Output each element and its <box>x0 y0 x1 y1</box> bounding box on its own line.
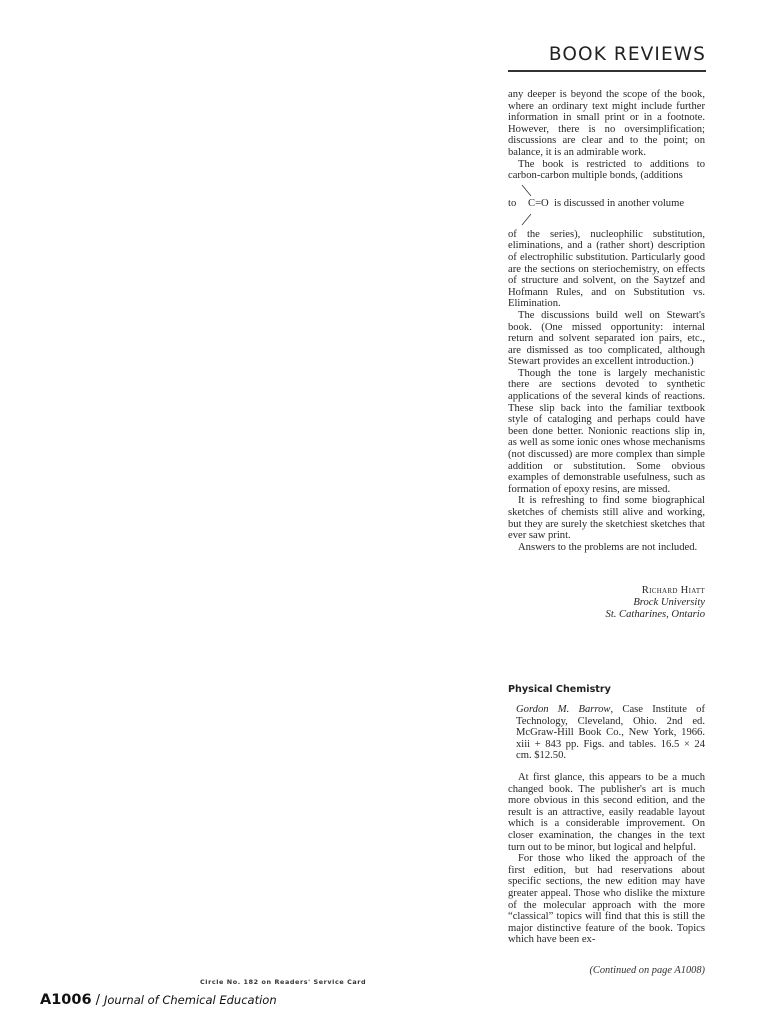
review-2-paragraph: For those who liked the approach of the first edition, but had reservations about specific sections, the new edition may have greater appeal. Those who dislike the mixture of the molecular approach with the more “classical” topics will find that this is still the major distinctive feature of the book. Topics which have been ex- <box>508 853 705 946</box>
review-1-paragraph: It is refreshing to find some biographical sketches of chemists still alive and working, but they are surely the sketchiest sketches that ever saw print. <box>508 495 705 542</box>
review-2-text <box>508 772 705 946</box>
review-1-paragraph: Though the tone is largely mechanistic there are sections devoted to synthetic applications of the several kinds of reactions. These slip back into the familiar textbook style of cataloging and perhaps could have been done better. Nonionic reactions slip in, as well as some ionic ones whose mechanisms (not discussed) are more complex than simple addition or substitution. Some obvious examples of demonstrable usefulness, such as formation of epoxy resins, are missed. <box>508 367 705 495</box>
carbonyl-formula-line <box>508 184 705 226</box>
footer-separator: / <box>95 993 100 1008</box>
continued-note: (Continued on page A1008) <box>589 965 705 976</box>
review-1-text <box>508 89 705 553</box>
book-author: Gordon M. Barrow <box>516 704 611 715</box>
journal-name: Journal of Chemical Education <box>103 993 277 1007</box>
page-number: A1006 <box>40 992 92 1008</box>
readers-service-note: Circle No. 182 on Readers' Service Card <box>200 978 367 986</box>
reviewer-name: Richard Hiatt <box>641 585 705 596</box>
review-1-paragraph: The discussions build well on Stewart's book. (One missed opportunity: internal return and solvent separated ion pairs, etc., are dismissed as too complicated, although Stewart provides an excellent introduction.) <box>508 309 705 368</box>
carbonyl-formula: C=O <box>528 197 549 209</box>
review-1-paragraph: Answers to the problems are not included. <box>518 541 698 553</box>
review-1-paragraph: of the series), nucleophilic substitution, eliminations, and a (rather short) description of electrophilic substitution. Particularly good are the sections on steriochemistry, on effects of structure and solvent, on the Saytzef and Hofmann Rules, and on Substitution vs. Elimination. <box>508 228 705 310</box>
reviewer-signature <box>508 585 705 621</box>
review-1-paragraph: any deeper is beyond the scope of the book, where an ordinary text might include further information in small print or in a footnote. However, there is no oversimplification; discussions are clear and to the point; on balance, it is an admirable work. <box>508 89 705 158</box>
carbonyl-line-prefix: to <box>508 197 517 209</box>
page-footer <box>40 989 277 1008</box>
review-1-paragraph: The book is restricted to additions to carbon-carbon multiple bonds, (additions <box>508 158 705 182</box>
review-2-heading: Physical Chemistry <box>508 684 611 695</box>
book-details: , Case Institute of Technology, Cleveland, Ohio. 2nd ed. McGraw-Hill Book Co., New York, 1966. xiii + 843 pp. Figs. and tables. 16.5 × 24 cm. $12.50. <box>516 704 705 762</box>
reviewer-location: St. Catharines, Ontario <box>605 609 705 620</box>
book-citation <box>516 704 705 762</box>
book-citation-text <box>516 704 705 762</box>
section-header-title: BOOK REVIEWS <box>548 44 706 65</box>
carbonyl-line-suffix: is discussed in another volume <box>554 197 685 209</box>
reviewer-affiliation: Brock University <box>633 597 705 608</box>
review-2-paragraph: At first glance, this appears to be a much changed book. The publisher's art is much more obvious in this second edition, and the result is an attractive, easily readable layout which is a considerable improvement. On closer examination, the changes in the text turn out to be minor, but logical and helpful. <box>508 772 705 853</box>
header-rule <box>508 70 706 72</box>
